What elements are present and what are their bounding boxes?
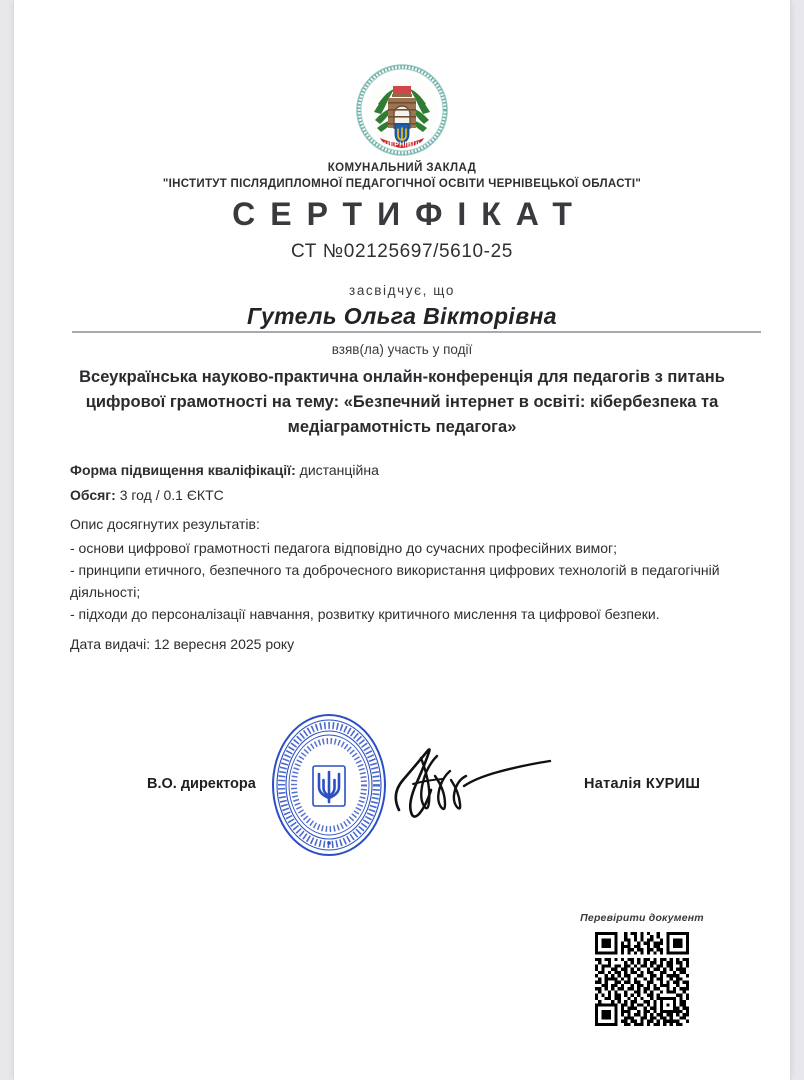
- issue-date-value: 12 вересня 2025 року: [153, 636, 295, 652]
- results-heading: Опис досягнутих результатів:: [70, 516, 260, 532]
- participation-label: взяв(ла) участь у події: [331, 342, 473, 357]
- issue-date-label: Дата видачі:: [70, 636, 151, 652]
- signer-name: Наталія КУРИШ: [584, 776, 701, 792]
- handwritten-signature-icon: [369, 718, 584, 838]
- details-section: [70, 458, 744, 659]
- recipient-name: Гутель Ольга Вікторівна: [247, 303, 557, 329]
- form-value: дистанційна: [299, 462, 379, 478]
- volume-row: [70, 483, 744, 508]
- org-line-2: "ІНСТИТУТ ПІСЛЯДИПЛОМНОЇ ПЕДАГОГІЧНОЇ ОСВІТИ ЧЕРНІВЕЦЬКОЇ ОБЛАСТІ": [162, 178, 642, 190]
- certificate-number: СТ №02125697/5610-25: [291, 241, 513, 262]
- signer-position: В.О. директора: [147, 776, 256, 792]
- issue-date-row: [70, 629, 744, 659]
- organisation-header: [14, 160, 790, 193]
- qr-code-icon[interactable]: [595, 932, 689, 1026]
- name-underline-rule: [72, 331, 761, 333]
- volume-label: Обсяг:: [70, 487, 116, 503]
- attestation-label: засвідчує, що: [349, 283, 455, 298]
- result-item: - принципи етичного, безпечного та доброчесного використання цифрових технологій в педагогічній діяльності;: [70, 562, 720, 600]
- signature-block: [14, 760, 790, 820]
- org-line-1: КОМУНАЛЬНИЙ ЗАКЛАД: [327, 162, 477, 174]
- volume-value: 3 год / 0.1 ЄКТС: [119, 487, 224, 503]
- page-title: СЕРТИФІКАТ: [232, 196, 587, 232]
- event-title: Всеукраїнська науково-практична онлайн-конференція для педагогів з питань цифрової грамотності на тему: «Безпечний інтернет в освіті: кібербезпека та медіаграмотність педагога»: [79, 368, 725, 436]
- svg-text:ЧЕРНІВЦІ: ЧЕРНІВЦІ: [384, 141, 420, 149]
- institute-emblem-icon: [354, 62, 450, 158]
- result-item: - підходи до персоналізації навчання, розвитку критичного мислення та цифрової безпеки.: [70, 606, 660, 622]
- verification-caption: Перевірити документ: [580, 912, 704, 924]
- verification-block: [562, 912, 722, 1026]
- form-label: Форма підвищення кваліфікації:: [70, 462, 296, 478]
- result-item: - основи цифрової грамотності педагога відповідно до сучасних професійних вимог;: [70, 540, 618, 556]
- emblem-container: [14, 62, 790, 158]
- form-row: [70, 458, 744, 483]
- certificate-page: [14, 0, 790, 1080]
